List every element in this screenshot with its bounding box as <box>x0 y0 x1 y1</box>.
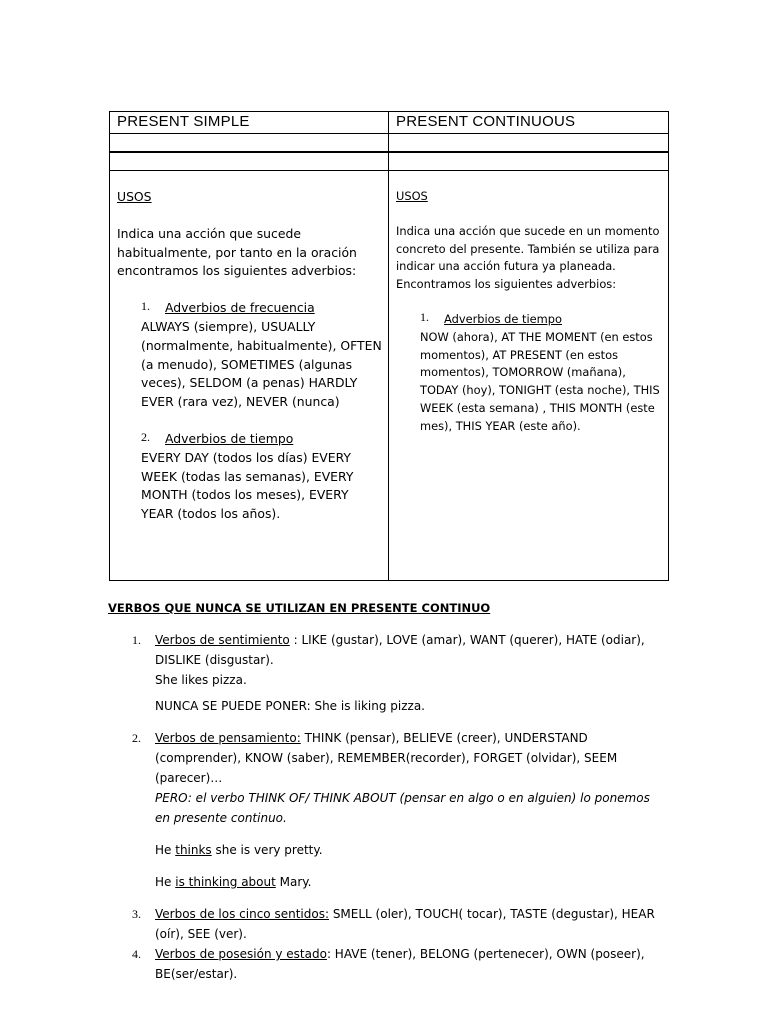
list-number: 2. <box>132 731 141 745</box>
table-body-row <box>110 171 669 581</box>
list-item <box>396 311 662 436</box>
verb-item <box>108 904 668 944</box>
verb-item <box>108 944 668 984</box>
verb-item <box>108 728 668 892</box>
present-continuous-intro: Indica una acción que sucede en un momento concreto del presente. También se utiliza para indicar una acción futura ya planeada. Encontramos los siguientes adverbios: <box>396 223 660 292</box>
example-sentence: He is thinking about Mary. <box>155 875 312 889</box>
list-item <box>117 430 382 524</box>
verb-category: Verbos de los cinco sentidos: <box>155 907 329 921</box>
usos-heading: USOS <box>396 189 428 203</box>
verb-category: Verbos de pensamiento: <box>155 731 301 745</box>
example-sentence: She likes pizza. <box>155 673 247 687</box>
present-continuous-cell <box>389 171 669 581</box>
section-title: VERBOS QUE NUNCA SE UTILIZAN EN PRESENTE CONTINUO <box>108 601 491 615</box>
verb-list: : LIKE (gustar), LOVE (amar), WANT (querer), HATE (odiar), DISLIKE (disgustar). <box>155 633 645 667</box>
list-number: 1. <box>132 633 141 647</box>
list-item-title: Adverbios de frecuencia <box>165 300 315 316</box>
list-number: 4. <box>132 947 141 961</box>
present-simple-cell <box>110 171 389 581</box>
verb-category: Verbos de posesión y estado <box>155 947 327 961</box>
exception-note: PERO: el verbo THINK OF/ THINK ABOUT (pensar en algo o en alguien) lo ponemos en presente continuo. <box>155 791 650 825</box>
present-simple-header: PRESENT SIMPLE <box>110 112 389 134</box>
verb-category: Verbos de sentimiento <box>155 633 290 647</box>
list-item <box>117 299 382 412</box>
verb-list: SMELL (oler), TOUCH( tocar), TASTE (degustar), HEAR (oír), SEE (ver). <box>155 907 655 941</box>
verbs-section <box>108 598 668 984</box>
list-item-text: NOW (ahora), AT THE MOMENT (en estos momentos), AT PRESENT (en estos momentos), TOMORROW (mañana), TODAY (hoy), TONIGHT (esta noche), THIS WEEK (esta semana) , THIS MONTH (este mes), THIS YEAR (este año). <box>420 329 660 433</box>
verb-list: THINK (pensar), BELIEVE (creer), UNDERSTAND (comprender), KNOW (saber), REMEMBER(recorder), FORGET (olvidar), SEEM (parecer)… <box>155 731 618 785</box>
list-item-title: Adverbios de tiempo <box>444 311 562 326</box>
table-blank-row <box>110 152 669 171</box>
never-note: NUNCA SE PUEDE PONER: She is liking pizza. <box>155 699 425 713</box>
table-header-row <box>110 112 669 134</box>
usos-heading: USOS <box>117 189 152 204</box>
list-number: 1. <box>141 299 150 314</box>
list-number: 1. <box>420 309 429 324</box>
present-continuous-header: PRESENT CONTINUOUS <box>389 112 669 134</box>
list-item-text: EVERY DAY (todos los días) EVERY WEEK (todas las semanas), EVERY MONTH (todos los meses), EVERY YEAR (todos los años). <box>141 449 354 522</box>
list-number: 3. <box>132 907 141 921</box>
comparison-table <box>109 111 669 581</box>
present-simple-intro: Indica una acción que sucede habitualmente, por tanto en la oración encontramos los siguientes adverbios: <box>117 225 357 279</box>
table-blank-row <box>110 134 669 153</box>
verb-list: : HAVE (tener), BELONG (pertenecer), OWN (poseer), BE(ser/estar). <box>155 947 645 981</box>
list-number: 2. <box>141 429 150 444</box>
verb-item <box>108 630 668 716</box>
list-item-title: Adverbios de tiempo <box>165 430 294 446</box>
list-item-text: ALWAYS (siempre), USUALLY (normalmente, habitualmente), OFTEN (a menudo), SOMETIMES (algunas veces), SELDOM (a penas) HARDLY EVER (rara vez), NEVER (nunca) <box>141 318 382 410</box>
example-sentence: He thinks she is very pretty. <box>155 843 323 857</box>
